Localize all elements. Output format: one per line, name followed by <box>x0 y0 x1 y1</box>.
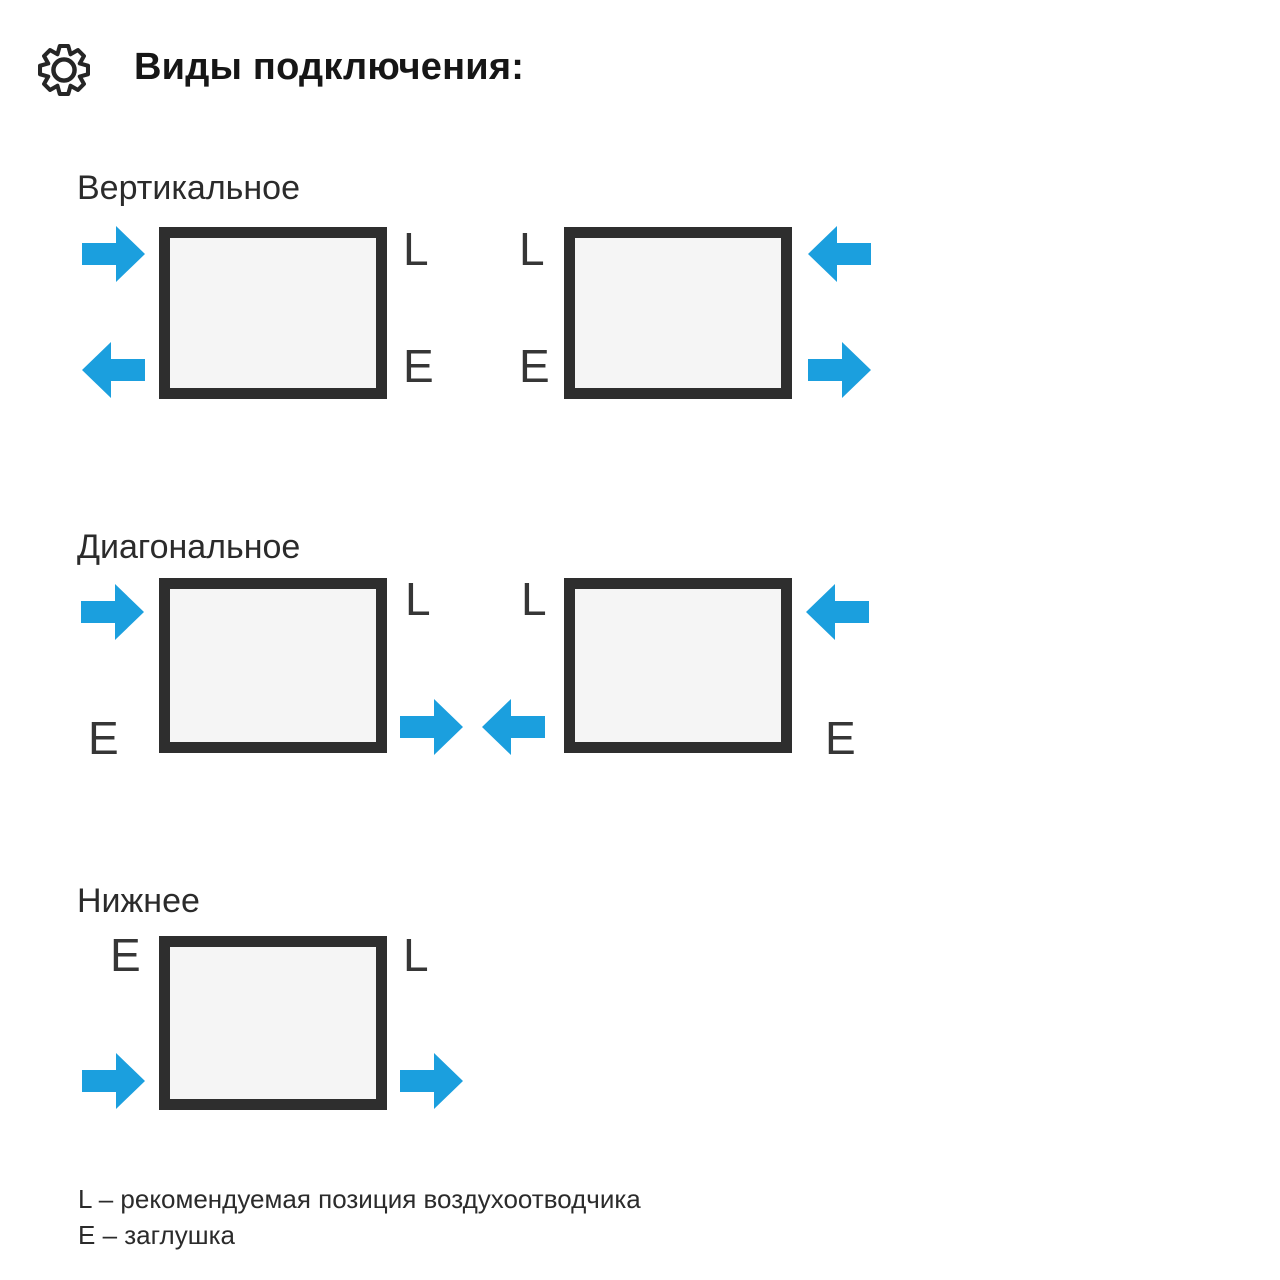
arrow-right-icon <box>400 699 463 755</box>
arrow-right-icon <box>82 226 145 282</box>
section-label-vertical: Вертикальное <box>77 169 300 207</box>
port-label-plug: E <box>825 712 856 764</box>
radiator-rect <box>564 227 792 399</box>
port-label-plug: E <box>519 340 550 392</box>
section-label-bottom: Нижнее <box>77 882 200 920</box>
port-label-vent: L <box>405 573 431 625</box>
arrow-right-icon <box>400 1053 463 1109</box>
arrow-left-icon <box>808 226 871 282</box>
arrow-right-icon <box>81 584 144 640</box>
port-label-vent: L <box>519 223 545 275</box>
arrow-left-icon <box>82 342 145 398</box>
arrow-left-icon <box>806 584 869 640</box>
port-label-vent: L <box>521 573 547 625</box>
gear-icon <box>38 44 90 96</box>
arrow-right-icon <box>808 342 871 398</box>
legend-plug-line: E – заглушка <box>78 1220 235 1250</box>
port-label-plug: E <box>88 712 119 764</box>
port-label-plug: E <box>403 340 434 392</box>
port-label-vent: L <box>403 929 429 981</box>
legend-vent-line: L – рекомендуемая позиция воздухоотводчика <box>78 1184 641 1214</box>
radiator-rect <box>159 578 387 753</box>
section-label-diagonal: Диагональное <box>77 528 301 566</box>
port-label-vent: L <box>403 223 429 275</box>
arrow-right-icon <box>82 1053 145 1109</box>
page-title: Виды подключения: <box>134 46 525 88</box>
radiator-rect <box>564 578 792 753</box>
radiator-rect <box>159 227 387 399</box>
arrow-left-icon <box>482 699 545 755</box>
port-label-plug: E <box>110 929 141 981</box>
radiator-rect <box>159 936 387 1110</box>
